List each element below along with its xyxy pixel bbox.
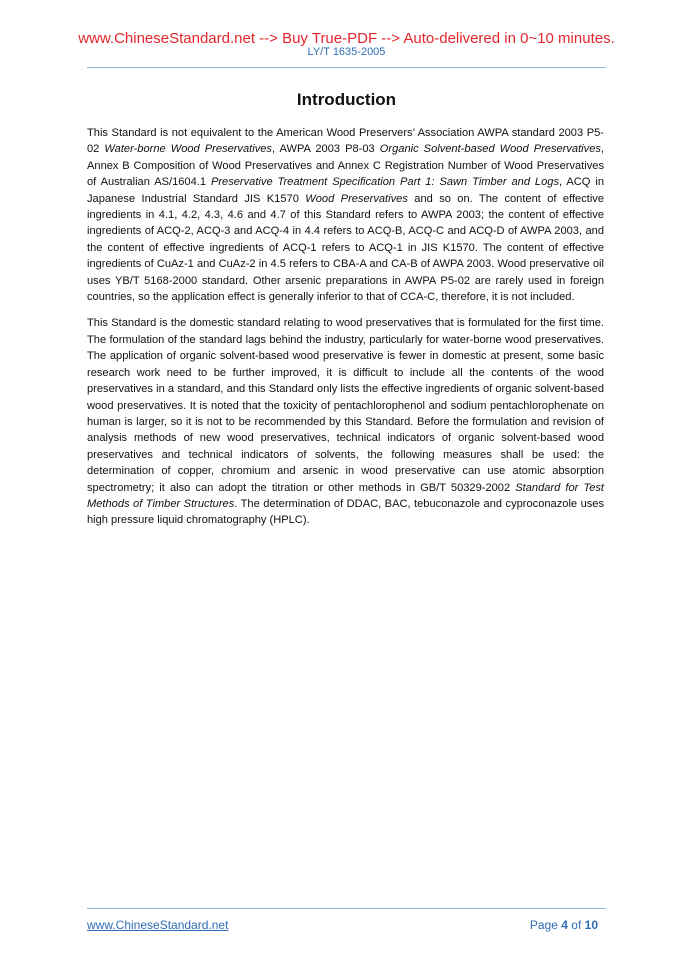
standard-code: LY/T 1635-2005 — [307, 46, 386, 58]
page-title: Introduction — [296, 90, 397, 109]
page-number — [530, 918, 598, 932]
paragraph-1-italic-4: Wood Preservatives — [305, 192, 408, 205]
paragraph-1-text-5: and so on. The content of effective ingredients in 4.1, 4.2, 4.3, 4.6 and 4.7 of this Standard refers to AWPA 2003; the content of effective ingredients of ACQ-2, ACQ-3 and ACQ-4 in 4.4 refers to ACQ-B, ACQ-C and ACQ-D of AWPA 2003, and the content of effective ingredients of ACQ-1 refers to ACQ-1 in JIS K1570. The content of effective ingredients of CuAz-1 and CuAz-2 in 4.5 refers to CBA-A and CA-B of AWPA 2003. Wood preservative oil uses YB/T 5168-2000 standard. Other arsenic preparations in AWPA P5-02 are rarely used in foreign countries, so the application effect is generally inferior to that of CCA-C, therefore, it is not included. — [87, 192, 605, 304]
promo-banner: www.ChineseStandard.net --> Buy True-PDF --> Auto-delivered in 0~10 minutes. — [78, 30, 615, 47]
page-prefix: Page — [529, 918, 562, 932]
paragraph-1-italic-1: Water-borne Wood Preservatives — [104, 143, 272, 156]
paragraph-1-text-1: This Standard is not equivalent to the American Wood Preservers’ Association AWPA standard 2003 P5-02 — [87, 127, 604, 156]
page-of: of — [567, 918, 585, 932]
paragraph-1 — [87, 125, 604, 305]
paragraph-2-italic-1: Standard for Test Methods of Timber Structures — [87, 481, 605, 510]
paragraph-1-italic-2: Organic Solvent-based Wood Preservatives — [379, 143, 601, 156]
footer-divider — [87, 908, 606, 909]
paragraph-2-text-1: This Standard is the domestic standard relating to wood preservatives that is formulated for the first time. The formulation of the standard lags behind the industry, particularly for water-borne wood preservatives. The application of organic solvent-based wood preservative is fewer in domestic at present, some basic research work need to be further improved, it is difficult to include all the contents of the wood preservatives in a standard, and this Standard only lists the effective ingredients of organic solvent-based wood preservatives. It is noted that the toxicity of pentachlorophenol and sodium pentachlorophenate on human is larger, so it is not to be recommended by this Standard. Before the formulation and revision of analysis methods of new wood preservatives, technical indicators of organic solvent-based wood preservatives and technical indicators of solvents, the following measures shall be used: the determination of copper, chromium and arsenic in wood preservative can use atomic absorption spectrometry; it also can adopt the titration or other methods in GB/T 50329-2002 — [87, 317, 604, 494]
paragraph-1-text-4: , ACQ in Japanese Industrial Standard JIS K1570 — [87, 176, 604, 205]
header-divider — [87, 67, 606, 68]
paragraph-1-text-2: , AWPA 2003 P8-03 — [271, 143, 380, 156]
page-current: 4 — [561, 918, 568, 932]
page-total: 10 — [584, 918, 598, 932]
footer-site-link[interactable]: www.ChineseStandard.net — [87, 918, 229, 932]
paragraph-2 — [87, 315, 604, 528]
paragraph-2-text-2: . The determination of DDAC, BAC, tebuconazole and cyproconazole uses high pressure liquid chromatography (HPLC). — [87, 497, 604, 527]
paragraph-1-italic-3: Preservative Treatment Specification Part 1: Sawn Timber and Logs — [210, 176, 559, 189]
paragraph-1-text-3: , Annex B Composition of Wood Preservatives and Annex C Registration Number of Wood Preservatives of Australian AS/1604.1 — [87, 143, 605, 189]
document-body — [87, 125, 604, 539]
